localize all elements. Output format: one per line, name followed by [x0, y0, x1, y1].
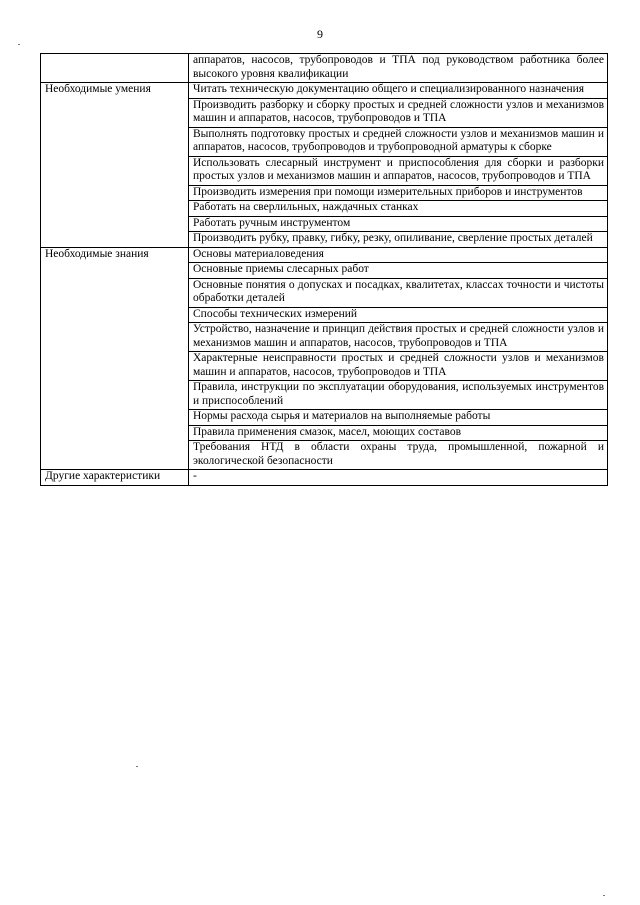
- requirement-item: Основные понятия о допусках и посадках, квалитетах, классах точности и чистоты обработки деталей: [189, 278, 608, 307]
- requirement-item: Производить рубку, правку, гибку, резку, опиливание, сверление простых деталей: [189, 232, 608, 248]
- table-row: [41, 83, 608, 99]
- section-label: Необходимые знания: [41, 247, 189, 470]
- requirement-item: Способы технических измерений: [189, 307, 608, 323]
- requirement-item: Характерные неисправности простых и средней сложности узлов и механизмов машин и аппаратов, насосов, трубопроводов и ТПА: [189, 352, 608, 381]
- requirement-item: Выполнять подготовку простых и средней сложности узлов и механизмов машин и аппаратов, насосов, трубопроводов и трубопроводной арматуры к сборке: [189, 127, 608, 156]
- requirement-item: Использовать слесарный инструмент и приспособления для сборки и разборки простых узлов и механизмов машин и аппаратов, насосов, трубопроводов и ТПА: [189, 156, 608, 185]
- scan-speck: [136, 766, 138, 767]
- scan-speck: [603, 895, 605, 896]
- table-row: [41, 470, 608, 486]
- competency-table: [40, 53, 608, 486]
- requirement-item: Основные приемы слесарных работ: [189, 263, 608, 279]
- requirement-item: Работать ручным инструментом: [189, 216, 608, 232]
- requirement-item: Устройство, назначение и принцип действия простых и средней сложности узлов и механизмов машин и аппаратов, насосов, трубопроводов и ТПА: [189, 323, 608, 352]
- requirement-item: аппаратов, насосов, трубопроводов и ТПА под руководством работника более высокого уровня квалификации: [189, 54, 608, 83]
- table-row: [41, 54, 608, 83]
- requirement-item: Работать на сверлильных, наждачных станках: [189, 201, 608, 217]
- requirement-item: Требования НТД в области охраны труда, промышленной, пожарной и экологической безопасности: [189, 441, 608, 470]
- section-label: Другие характеристики: [41, 470, 189, 486]
- scan-speck: [18, 44, 20, 45]
- requirement-item: Нормы расхода сырья и материалов на выполняемые работы: [189, 410, 608, 426]
- requirement-item: Производить измерения при помощи измерительных приборов и инструментов: [189, 185, 608, 201]
- requirement-item: Правила применения смазок, масел, моющих составов: [189, 425, 608, 441]
- table-row: [41, 247, 608, 263]
- requirement-item: Основы материаловедения: [189, 247, 608, 263]
- requirement-item: -: [189, 470, 608, 486]
- table-body: [41, 54, 608, 486]
- section-label: [41, 54, 189, 83]
- requirement-item: Читать техническую документацию общего и специализированного назначения: [189, 83, 608, 99]
- requirement-item: Правила, инструкции по эксплуатации оборудования, используемых инструментов и приспособлений: [189, 381, 608, 410]
- page-number: 9: [317, 27, 323, 41]
- requirement-item: Производить разборку и сборку простых и средней сложности узлов и механизмов машин и аппаратов, насосов, трубопроводов и ТПА: [189, 98, 608, 127]
- section-label: Необходимые умения: [41, 83, 189, 248]
